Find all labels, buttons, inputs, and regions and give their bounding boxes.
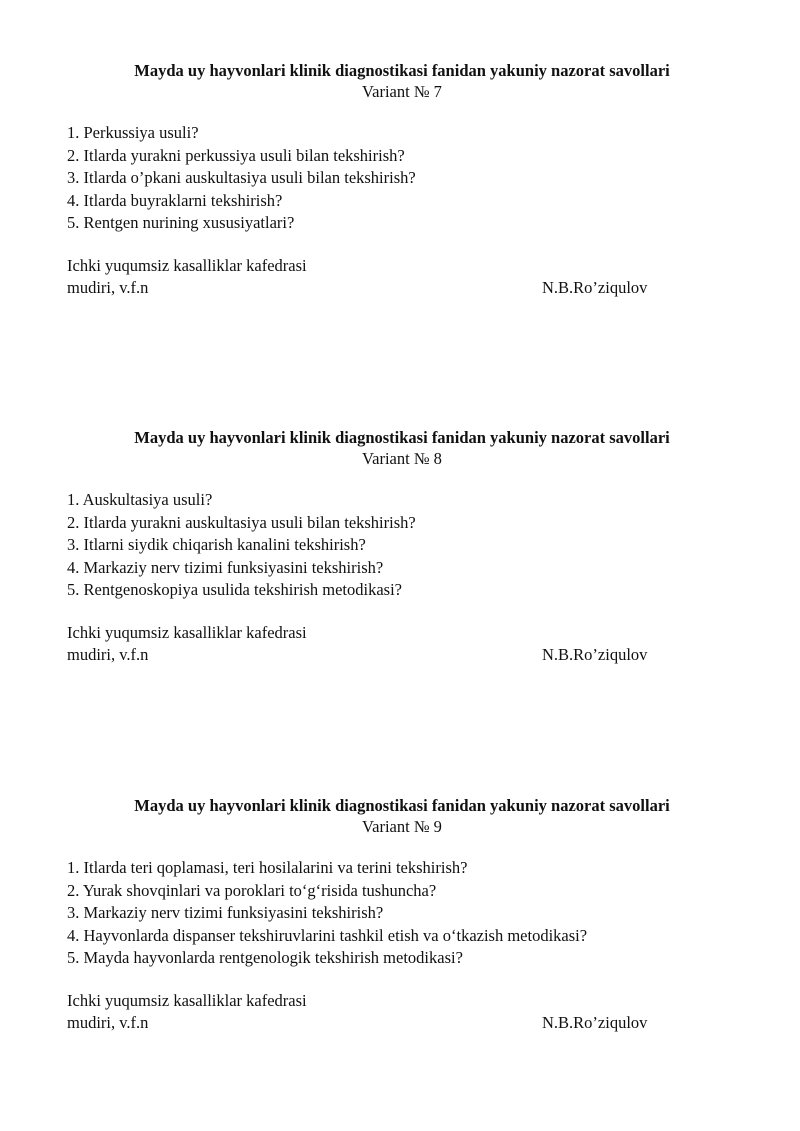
question-item: 2. Itlarda yurakni perkussiya usuli bilan tekshirish? bbox=[67, 145, 405, 165]
signer-position: mudiri, v.f.n bbox=[67, 1013, 149, 1032]
variant-section-8 bbox=[0, 427, 800, 667]
question-item: 5. Rentgenoskopiya usulida tekshirish metodikasi? bbox=[67, 580, 402, 599]
question-item: 1. Itlarda teri qoplamasi, teri hosilalarini va terini tekshirish? bbox=[67, 858, 468, 877]
variant-section-7 bbox=[0, 60, 800, 300]
section-title: Mayda uy hayvonlari klinik diagnostikasi fanidan yakuniy nazorat savollari bbox=[134, 61, 670, 80]
variant-label: Variant № 9 bbox=[362, 817, 442, 836]
question-item: 3. Itlarda o’pkani auskultasiya usuli bilan tekshirish? bbox=[67, 168, 416, 187]
signature-block bbox=[0, 990, 800, 1035]
question-item: 3. Markaziy nerv tizimi funksiyasini tekshirish? bbox=[67, 903, 384, 922]
signer-name: N.B.Ro’ziqulov bbox=[542, 645, 648, 664]
signer-name: N.B.Ro’ziqulov bbox=[542, 278, 648, 297]
department-name: Ichki yuqumsiz kasalliklar kafedrasi bbox=[67, 255, 307, 275]
variant-label: Variant № 8 bbox=[362, 449, 442, 468]
question-item: 5. Mayda hayvonlarda rentgenologik tekshirish metodikasi? bbox=[67, 948, 463, 967]
variant-label: Variant № 7 bbox=[362, 82, 442, 101]
question-item: 2. Itlarda yurakni auskultasiya usuli bilan tekshirish? bbox=[67, 512, 416, 532]
question-item: 3. Itlarni siydik chiqarish kanalini tekshirish? bbox=[67, 535, 366, 554]
question-list bbox=[0, 857, 800, 970]
variant-section-9 bbox=[0, 795, 800, 1035]
question-item: 1. Auskultasiya usuli? bbox=[67, 490, 213, 509]
signer-position: mudiri, v.f.n bbox=[67, 278, 149, 297]
question-item: 4. Hayvonlarda dispanser tekshiruvlarini tashkil etish va o‘tkazish metodikasi? bbox=[67, 925, 588, 945]
question-item: 1. Perkussiya usuli? bbox=[67, 123, 199, 142]
question-item: 4. Markaziy nerv tizimi funksiyasini tekshirish? bbox=[67, 557, 384, 577]
question-item: 2. Yurak shovqinlari va poroklari to‘g‘risida tushuncha? bbox=[67, 880, 437, 900]
question-item: 5. Rentgen nurining xususiyatlari? bbox=[67, 213, 295, 232]
question-item: 4. Itlarda buyraklarni tekshirish? bbox=[67, 190, 283, 210]
department-name: Ichki yuqumsiz kasalliklar kafedrasi bbox=[67, 622, 307, 642]
signature-block bbox=[0, 622, 800, 667]
signer-name: N.B.Ro’ziqulov bbox=[542, 1013, 648, 1032]
department-name: Ichki yuqumsiz kasalliklar kafedrasi bbox=[67, 990, 307, 1010]
signer-position: mudiri, v.f.n bbox=[67, 645, 149, 664]
signature-block bbox=[0, 255, 800, 300]
section-title: Mayda uy hayvonlari klinik diagnostikasi fanidan yakuniy nazorat savollari bbox=[134, 796, 670, 815]
question-list bbox=[0, 122, 800, 235]
section-title: Mayda uy hayvonlari klinik diagnostikasi fanidan yakuniy nazorat savollari bbox=[134, 428, 670, 447]
question-list bbox=[0, 489, 800, 602]
